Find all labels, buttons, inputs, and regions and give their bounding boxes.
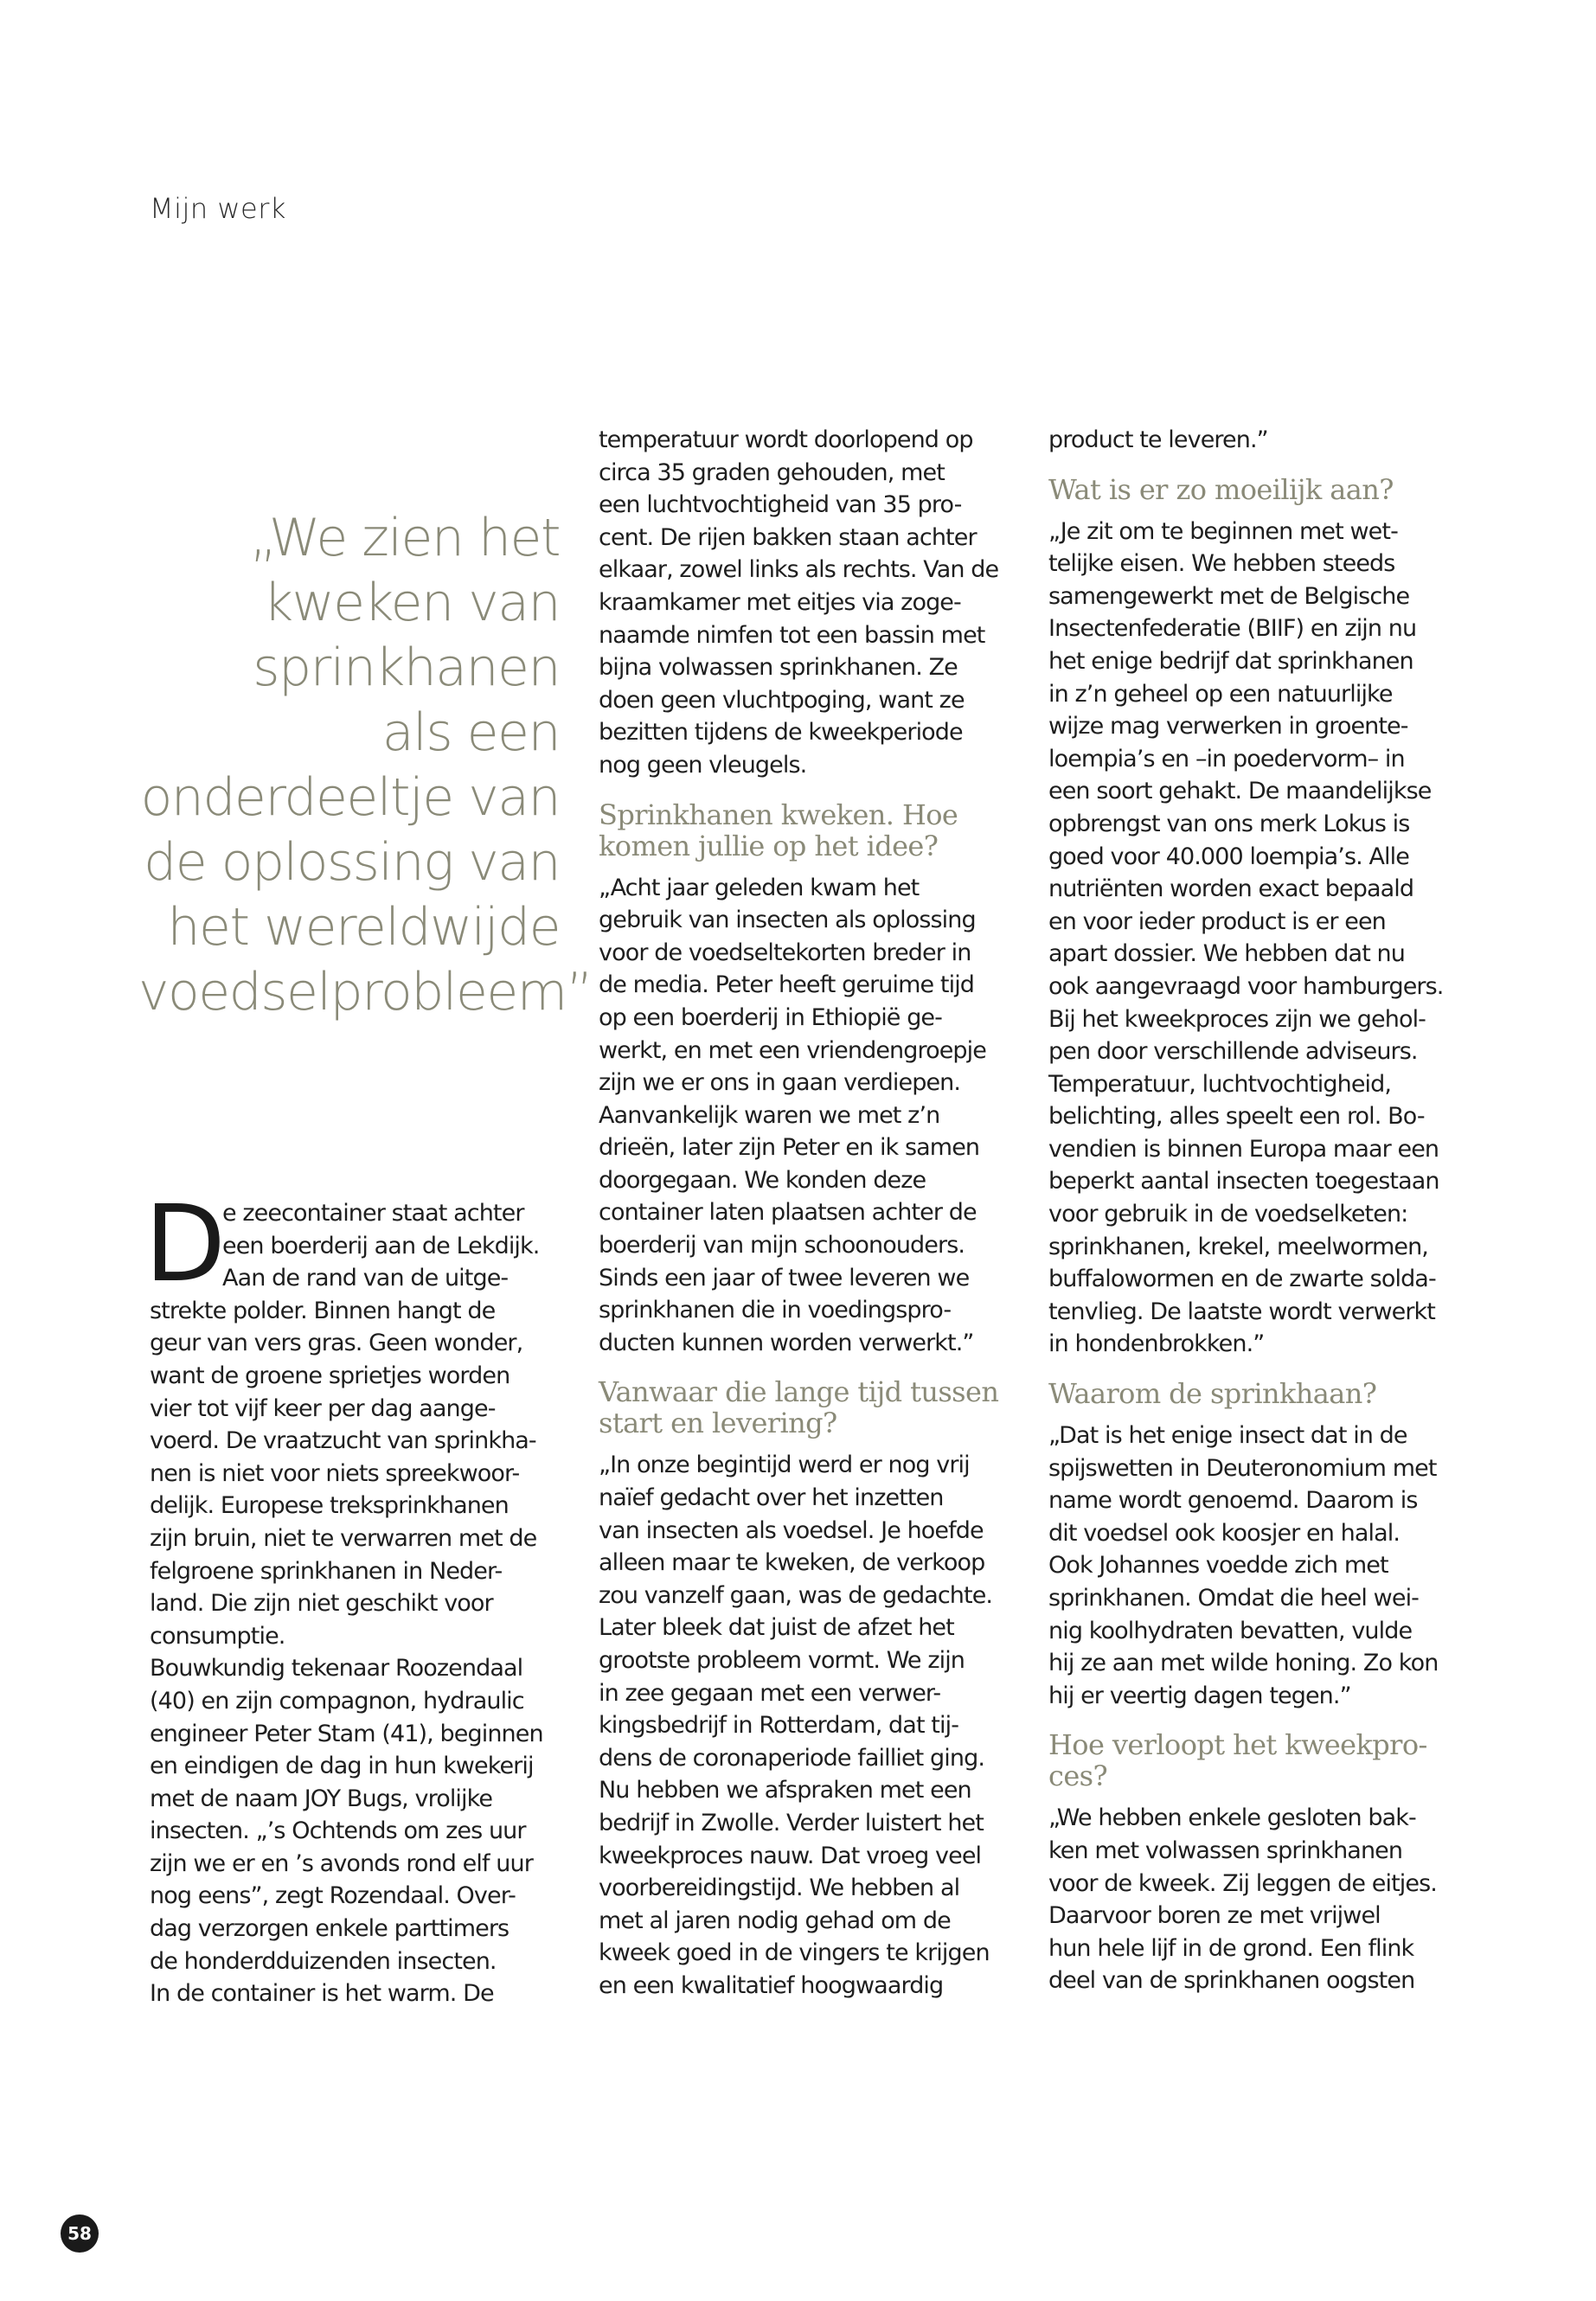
pull-quote xyxy=(138,506,593,1025)
text-line: onderdeeltje van xyxy=(140,767,560,828)
text-line: Later bleek dat juist de afzet het xyxy=(599,1614,954,1642)
text-line: komen jullie op het idee? xyxy=(599,829,939,862)
text-line: buffalowormen en de zwarte solda- xyxy=(1048,1266,1436,1293)
text-line: want de groene sprietjes worden xyxy=(150,1362,510,1389)
text-line: de honderdduizenden insecten. xyxy=(150,1947,497,1975)
text-line: gebruik van insecten als oplossing xyxy=(599,907,976,934)
text-line: Sinds een jaar of twee leveren we xyxy=(599,1264,970,1292)
text-line: de oplossing van xyxy=(144,832,560,893)
column-2 xyxy=(599,424,1022,2003)
text-line: ducten kunnen worden verwerkt.” xyxy=(599,1329,974,1356)
text-line: Hoe verloopt het kweekpro- xyxy=(1048,1728,1427,1762)
text-line: sprinkhanen die in voedingspro- xyxy=(599,1297,952,1324)
text-line: het wereldwijde xyxy=(167,897,560,958)
text-line: strekte polder. Binnen hangt de xyxy=(150,1297,496,1324)
text-line: met de naam JOY Bugs, vrolijke xyxy=(150,1785,493,1812)
text-line: felgroene sprinkhanen in Neder- xyxy=(150,1557,503,1585)
text-line: doorgegaan. We konden deze xyxy=(599,1166,926,1194)
text-line: loempia’s en –in poedervorm– in xyxy=(1048,745,1405,772)
text-line: doen geen vluchtpoging, want ze xyxy=(599,686,965,714)
text-line: engineer Peter Stam (41), beginnen xyxy=(150,1720,543,1747)
text-line: (40) en zijn compagnon, hydraulic xyxy=(150,1687,524,1715)
text-line: deel van de sprinkhanen oogsten xyxy=(1048,1967,1415,1995)
text-line: „Dat is het enige insect dat in de xyxy=(1048,1422,1407,1450)
text-line: nig koolhydraten bevatten, vulde xyxy=(1048,1617,1413,1644)
text-line: „We zien het xyxy=(249,508,560,568)
section-heading xyxy=(599,1376,1022,1439)
body-paragraph xyxy=(1048,1420,1472,1712)
text-line: zijn bruin, niet te verwarren met de xyxy=(150,1524,537,1552)
text-line: en een kwalitatief hoogwaardig xyxy=(599,1971,944,1999)
text-line: „In onze begintijd werd er nog vrij xyxy=(599,1452,970,1479)
text-line: grootste probleem vormt. We zijn xyxy=(599,1647,965,1674)
text-line: en eindigen de dag in hun kwekerij xyxy=(150,1753,534,1780)
text-line: een boerderij aan de Lekdijk. xyxy=(222,1232,540,1259)
text-line: dag verzorgen enkele parttimers xyxy=(150,1915,510,1943)
text-line: Bouwkundig tekenaar Roozendaal xyxy=(150,1655,523,1682)
text-line: hij ze aan met wilde honing. Zo kon xyxy=(1048,1650,1439,1677)
text-line: Wat is er zo moeilijk aan? xyxy=(1048,472,1394,506)
text-line: bijna volwassen sprinkhanen. Ze xyxy=(599,654,958,682)
text-line: temperatuur wordt doorlopend op xyxy=(599,426,973,453)
text-line: belichting, alles speelt een rol. Bo- xyxy=(1048,1103,1425,1131)
text-line: Aanvankelijk waren we met z’n xyxy=(599,1101,940,1129)
text-line: „Acht jaar geleden kwam het xyxy=(599,874,920,901)
text-line: een luchtvochtigheid van 35 pro- xyxy=(599,491,962,519)
text-line: circa 35 graden gehouden, met xyxy=(599,458,945,486)
text-line: consumptie. xyxy=(150,1622,285,1650)
text-line: drieën, later zijn Peter en ik samen xyxy=(599,1134,980,1162)
text-line: goed voor 40.000 loempia’s. Alle xyxy=(1048,843,1409,870)
text-line: „We hebben enkele gesloten bak- xyxy=(1048,1804,1416,1832)
text-line: Temperatuur, luchtvochtigheid, xyxy=(1048,1070,1392,1098)
text-line: Vanwaar die lange tijd tussen xyxy=(599,1375,999,1409)
text-line: telijke eisen. We hebben steeds xyxy=(1048,550,1395,578)
text-line: zou vanzelf gaan, was de gedachte. xyxy=(599,1581,993,1609)
text-line: product te leveren.” xyxy=(1048,426,1268,453)
text-line: Waarom de sprinkhaan? xyxy=(1048,1377,1377,1411)
text-line: nog eens”, zegt Rozendaal. Over- xyxy=(150,1882,516,1910)
text-line: alleen maar te kweken, de verkoop xyxy=(599,1549,985,1577)
text-line: opbrengst van ons merk Lokus is xyxy=(1048,810,1410,837)
body-paragraph xyxy=(1048,424,1472,457)
text-line: in zee gegaan met een verwer- xyxy=(599,1679,941,1707)
text-line: „Je zit om te beginnen met wet- xyxy=(1048,517,1398,545)
section-label: Mijn werk xyxy=(150,192,286,225)
text-line: sprinkhanen. Omdat die heel wei- xyxy=(1048,1585,1420,1612)
text-line: voor de voedseltekorten breder in xyxy=(599,939,971,966)
text-line: kingsbedrijf in Rotterdam, dat tij- xyxy=(599,1712,959,1740)
text-line: kweekproces nauw. Dat vroeg veel xyxy=(599,1842,982,1869)
text-line: kweken van xyxy=(263,573,560,633)
body-paragraph xyxy=(599,424,1022,782)
text-line: spijswetten in Deuteronomium met xyxy=(1048,1454,1437,1482)
text-line: beperkt aantal insecten toegestaan xyxy=(1048,1168,1439,1195)
text-line: van insecten als voedsel. Je hoefde xyxy=(599,1516,984,1544)
text-line: voor de kweek. Zij leggen de eitjes. xyxy=(1048,1869,1437,1897)
text-line: zijn we er en ’s avonds rond elf uur xyxy=(150,1849,533,1877)
text-line: dens de coronaperiode failliet ging. xyxy=(599,1744,985,1772)
section-heading xyxy=(1048,1729,1472,1791)
text-line: met al jaren nodig gehad om de xyxy=(599,1907,951,1934)
text-line: elkaar, zowel links als rechts. Van de xyxy=(599,556,999,584)
text-line: insecten. „’s Ochtends om zes uur xyxy=(150,1817,526,1845)
page-number: 58 xyxy=(67,2223,92,2244)
text-line: voor gebruik in de voedselketen: xyxy=(1048,1201,1408,1228)
text-line: in z’n geheel op een natuurlijke xyxy=(1048,680,1393,708)
body-paragraph xyxy=(1048,1802,1472,1997)
body-paragraph xyxy=(599,872,1022,1360)
text-line: geur van vers gras. Geen wonder, xyxy=(150,1330,523,1357)
text-line: ces? xyxy=(1048,1759,1108,1793)
body-paragraph xyxy=(599,1449,1022,2002)
text-line: nutriënten worden exact bepaald xyxy=(1048,875,1414,903)
text-line: Nu hebben we afspraken met een xyxy=(599,1777,971,1804)
text-line: name wordt genoemd. Daarom is xyxy=(1048,1487,1418,1515)
body-paragraph xyxy=(1048,516,1472,1361)
text-line: nen is niet voor niets spreekwoor- xyxy=(150,1459,520,1487)
text-line: apart dossier. We hebben dat nu xyxy=(1048,940,1405,968)
text-line: vier tot vijf keer per dag aange- xyxy=(150,1394,496,1422)
text-line: container laten plaatsen achter de xyxy=(599,1199,977,1227)
text-line: voerd. De vraatzucht van sprinkha- xyxy=(150,1427,536,1455)
text-line: de media. Peter heeft geruime tijd xyxy=(599,971,975,999)
text-line: als een xyxy=(381,702,560,763)
text-line: e zeecontainer staat achter xyxy=(222,1200,524,1227)
text-line: dit voedsel ook koosjer en halal. xyxy=(1048,1519,1401,1547)
text-line: pen door verschillende adviseurs. xyxy=(1048,1038,1418,1066)
section-heading xyxy=(599,799,1022,862)
column-3 xyxy=(1048,424,1472,1997)
text-line: land. Die zijn niet geschikt voor xyxy=(150,1590,493,1618)
text-line: ook aangevraagd voor hamburgers. xyxy=(1048,972,1444,1000)
text-line: ken met volwassen sprinkhanen xyxy=(1048,1836,1403,1864)
text-line: kraamkamer met eitjes via zoge- xyxy=(599,588,961,616)
text-line: delijk. Europese treksprinkhanen xyxy=(150,1492,509,1520)
text-line: hij er veertig dagen tegen.” xyxy=(1048,1682,1351,1709)
section-heading xyxy=(1048,474,1472,505)
text-line: naamde nimfen tot een bassin met xyxy=(599,621,985,649)
text-line: Daarvoor boren ze met vrijwel xyxy=(1048,1902,1381,1930)
text-line: werkt, en met een vriendengroepje xyxy=(599,1036,986,1064)
text-line: tenvlieg. De laatste wordt verwerkt xyxy=(1048,1298,1435,1325)
text-line: In de container is het warm. De xyxy=(150,1980,494,2008)
text-line: voorbereidingstijd. We hebben al xyxy=(599,1875,960,1902)
text-line: Insectenfederatie (BIIF) en zijn nu xyxy=(1048,615,1417,643)
text-line: sprinkhanen, krekel, meelwormen, xyxy=(1048,1233,1428,1260)
text-line: voedselprobleem” xyxy=(138,962,593,1022)
text-line: Bij het kweekproces zijn we gehol- xyxy=(1048,1005,1426,1033)
text-line: bedrijf in Zwolle. Verder luistert het xyxy=(599,1809,984,1836)
body-paragraph xyxy=(150,1295,574,2010)
text-line: vendien is binnen Europa maar een xyxy=(1048,1135,1439,1163)
text-line: zijn we er ons in gaan verdiepen. xyxy=(599,1069,961,1097)
column-1 xyxy=(144,1183,574,2010)
text-line: kweek goed in de vingers te krijgen xyxy=(599,1939,990,1967)
page-number-badge xyxy=(61,2214,99,2253)
text-line: in hondenbrokken.” xyxy=(1048,1330,1265,1358)
text-line: Ook Johannes voedde zich met xyxy=(1048,1552,1388,1580)
text-line: Sprinkhanen kweken. Hoe xyxy=(599,798,958,831)
intro-paragraph xyxy=(144,1183,574,1305)
text-line: een soort gehakt. De maandelijkse xyxy=(1048,778,1432,805)
text-line: samengewerkt met de Belgische xyxy=(1048,582,1410,610)
text-line: boerderij van mijn schoonouders. xyxy=(599,1232,965,1259)
text-line: Aan de rand van de uitge- xyxy=(222,1265,509,1292)
text-line: het enige bedrijf dat sprinkhanen xyxy=(1048,647,1413,675)
text-line: bezitten tijdens de kweekperiode xyxy=(599,719,963,747)
drop-cap: D xyxy=(144,1183,226,1305)
text-line: sprinkhanen xyxy=(253,638,560,698)
text-line: naïef gedacht over het inzetten xyxy=(599,1484,944,1512)
text-line: start en levering? xyxy=(599,1407,837,1440)
text-line: wijze mag verwerken in groente- xyxy=(1048,713,1408,740)
text-line: en voor ieder product is er een xyxy=(1048,907,1386,935)
text-line: cent. De rijen bakken staan achter xyxy=(599,523,977,551)
text-line: op een boerderij in Ethiopië ge- xyxy=(599,1003,942,1031)
section-heading xyxy=(1048,1378,1472,1409)
text-line: nog geen vleugels. xyxy=(599,751,807,779)
text-line: hun hele lijf in de grond. Een flink xyxy=(1048,1934,1414,1962)
